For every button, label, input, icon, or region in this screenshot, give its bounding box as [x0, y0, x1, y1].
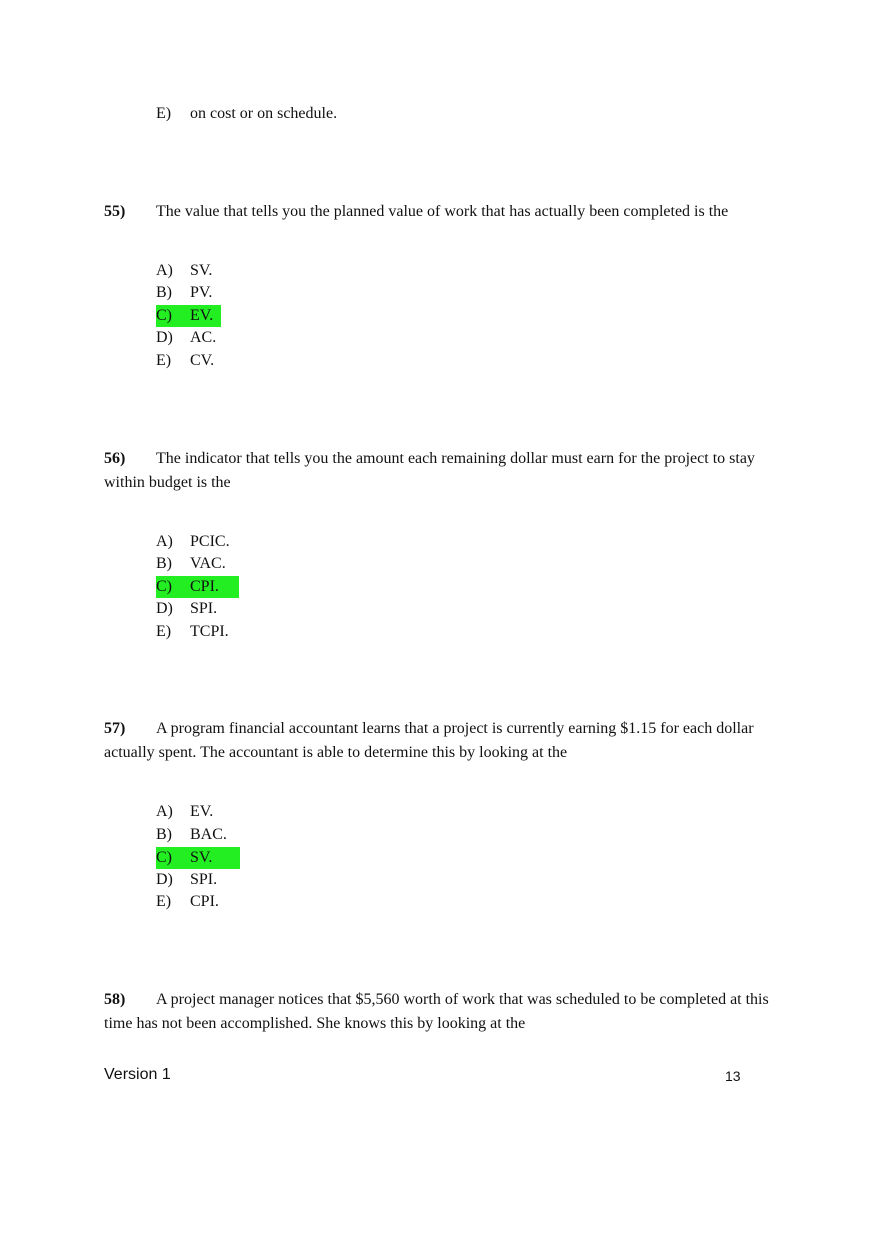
q56-option-a [156, 531, 230, 553]
option-text: SV. [190, 849, 213, 866]
option-text: CV. [190, 352, 215, 369]
option-text: BAC. [190, 826, 227, 843]
option-letter: D) [156, 600, 173, 617]
q55-option-d [156, 327, 216, 349]
question-number: 57) [104, 720, 126, 737]
question-57 [104, 717, 784, 764]
option-letter: D) [156, 871, 173, 888]
question-56 [104, 447, 784, 494]
question-58 [104, 988, 784, 1035]
page-number: 13 [725, 1068, 741, 1084]
option-letter: E) [156, 623, 172, 640]
q56-option-e [156, 621, 229, 643]
carryover-option-e [156, 103, 337, 125]
question-55 [104, 200, 784, 224]
q57-option-a [156, 801, 213, 823]
option-letter: C) [156, 578, 172, 595]
option-letter: E) [156, 893, 172, 910]
option-text: PV. [190, 284, 213, 301]
option-text: SV. [190, 262, 213, 279]
option-text: EV. [190, 307, 214, 324]
option-letter: C) [156, 307, 172, 324]
option-text: PCIC. [190, 533, 230, 550]
q56-option-c-highlighted [156, 576, 239, 598]
question-text: The value that tells you the planned value of work that has actually been completed is the [156, 203, 729, 220]
option-letter: B) [156, 555, 172, 572]
option-letter: E) [156, 352, 172, 369]
q55-option-c-highlighted [156, 305, 221, 327]
question-number: 56) [104, 450, 126, 467]
option-text: TCPI. [190, 623, 229, 640]
option-text: SPI. [190, 600, 218, 617]
q56-option-b [156, 553, 226, 575]
footer-version: Version 1 [104, 1066, 171, 1083]
question-text: A program financial accountant learns that a project is currently earning $1.15 for each dollar actually spent. The accountant is able to determine this by looking at the [104, 720, 754, 761]
q57-option-d [156, 869, 217, 891]
option-letter: A) [156, 262, 173, 279]
option-text: CPI. [190, 578, 219, 595]
option-text: AC. [190, 329, 217, 346]
option-text: EV. [190, 803, 214, 820]
q57-option-e [156, 891, 219, 913]
question-number: 55) [104, 203, 126, 220]
option-letter: A) [156, 533, 173, 550]
question-text: The indicator that tells you the amount each remaining dollar must earn for the project to stay within budget is the [104, 450, 755, 491]
option-text: on cost or on schedule. [190, 105, 338, 122]
option-text: CPI. [190, 893, 219, 910]
option-letter: D) [156, 329, 173, 346]
q56-option-d [156, 598, 217, 620]
q57-option-b [156, 824, 227, 846]
option-letter: B) [156, 284, 172, 301]
q55-option-e [156, 350, 214, 372]
option-letter: B) [156, 826, 172, 843]
option-text: VAC. [190, 555, 226, 572]
q55-option-b [156, 282, 212, 304]
q55-option-a [156, 260, 212, 282]
question-text: A project manager notices that $5,560 worth of work that was scheduled to be completed at this time has not been accomplished. She knows this by looking at the [104, 991, 769, 1032]
option-letter: C) [156, 849, 172, 866]
q57-option-c-highlighted [156, 847, 240, 869]
question-number: 58) [104, 991, 126, 1008]
option-letter: E) [156, 105, 172, 122]
option-text: SPI. [190, 871, 218, 888]
option-letter: A) [156, 803, 173, 820]
